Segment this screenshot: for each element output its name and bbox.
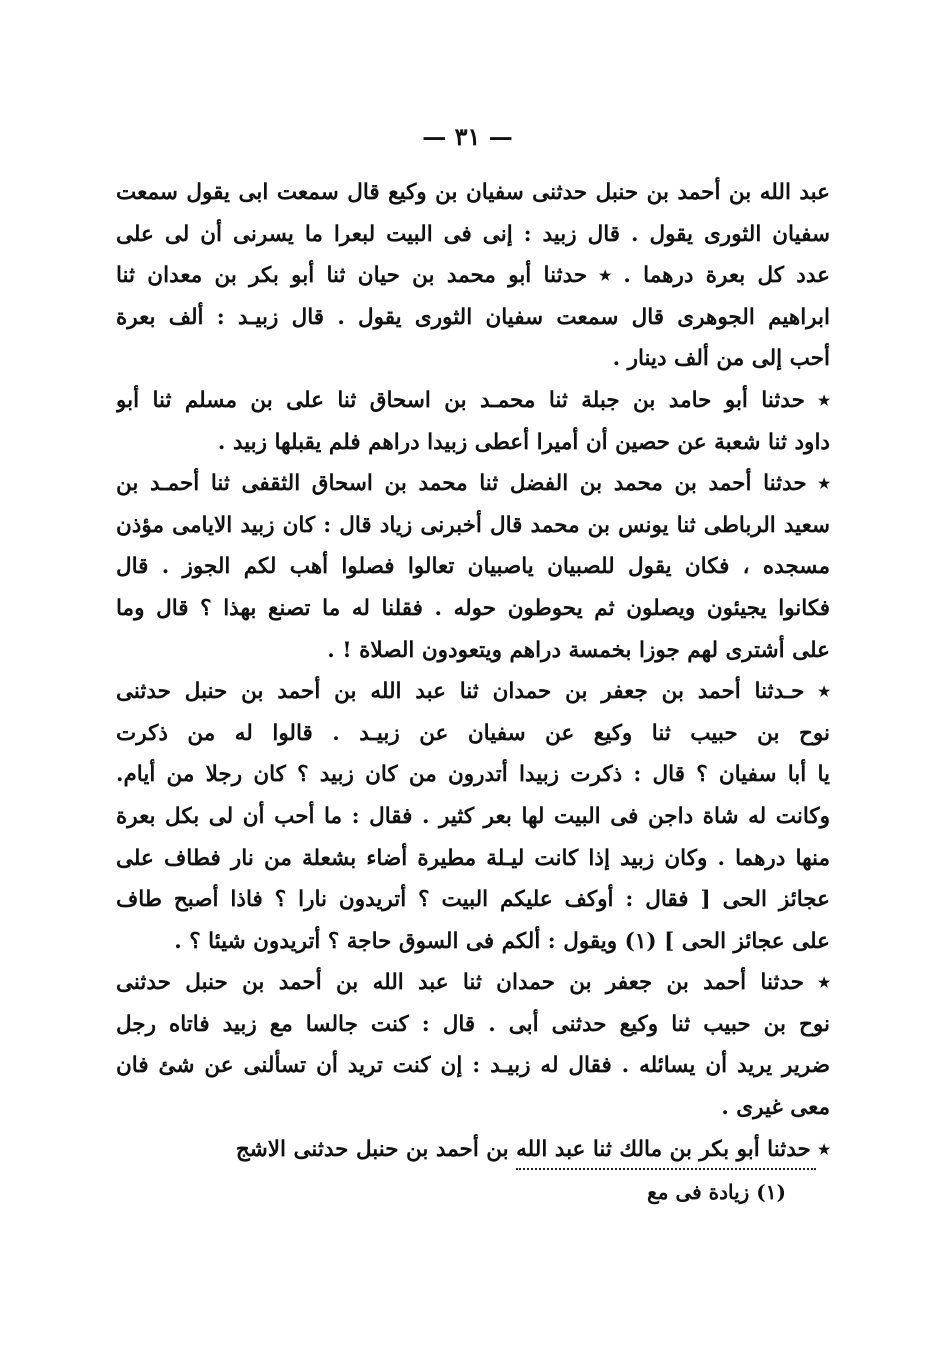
text-line: عدد كل بعرة درهما . ٭ حدثنا أبو محمد بن حيان ثنا أبو بكر بن معدان ثنا	[116, 263, 830, 289]
text-line: عبد الله بن أحمد بن حنبل حدثنى سفيان بن وكيع قال سمعت ابى يقول سمعت	[116, 180, 830, 205]
paragraph	[116, 962, 830, 1128]
text-line: مسجده ، فكان يقول للصبيان ياصبيان تعالوا فصلوا أهب لكم الجوز . قال	[116, 554, 830, 580]
text-line: ٭ حدثنا أبو بكر بن مالك ثنا عبد الله بن أحمد بن حنبل حدثنى الاشج	[235, 1136, 830, 1162]
text-line: على أشترى لهم جوزا بخمسة دراهم ويتعودون الصلاة ! .	[327, 637, 830, 663]
text-line: داود ثنا شعبة عن حصين أن أميرا أعطى زبيدا دراهم فلم يقبلها زبيد .	[217, 429, 830, 455]
footnote-divider	[516, 1168, 816, 1170]
paragraph	[116, 463, 830, 671]
text-line: سفيان الثورى يقول . قال زبيد : إنى فى البيت لبعرا ما يسرنى أن لى على	[116, 221, 830, 247]
text-line: فكانوا يجيئون ويصلون ثم يحوطون حوله . فقلنا له ما تصنع بهذا ؟ قال وما	[116, 595, 830, 621]
page-number: — ٣١ —	[422, 122, 513, 151]
text-line: نوح بن حبيب ثنا وكيع عن سفيان عن زبيـد . قالوا له من ذكرت	[116, 720, 830, 746]
text-line: عجائز الحى [ فقال : أوكف عليكم البيت ؟ أتريدون نارا ؟ فاذا أصبح طاف	[116, 887, 830, 913]
text-line: أحب إلى من ألف دينار .	[612, 346, 830, 372]
paragraph	[116, 172, 830, 380]
text-line: ٭ حدثنا أبو حامد بن جبلة ثنا محمـد بن اسحاق ثنا على بن مسلم ثنا أبو	[116, 387, 830, 413]
text-line: ضرير يريد أن يسائله . فقال له زبيـد : إن كنت تريد أن تسألنى عن شئ فان	[116, 1053, 830, 1079]
text-line: وكانت له شاة داجن فى البيت لها بعر كثير . فقال : ما أحب أن لى بكل بعرة	[116, 803, 830, 829]
text-line: يا أبا سفيان ؟ قال : ذكرت زبيدا أتدرون من كان زبيد ؟ كان رجلا من أيام.	[116, 762, 830, 788]
text-line: ٭ حدثنا أحمد بن محمد بن الفضل ثنا محمد بن اسحاق الثقفى ثنا أحمـد بن	[116, 471, 830, 497]
paragraph	[116, 1129, 830, 1171]
text-line: معى غيرى .	[721, 1095, 830, 1121]
paragraph	[116, 380, 830, 463]
text-line: سعيد الرباطى ثنا يونس بن محمد قال أخبرنى زياد قال : كان زبيد الايامى مؤذن	[116, 512, 830, 538]
text-line: ٭ حـدثنا أحمد بن جعفر بن حمدان ثنا عبد الله بن أحمد بن حنبل حدثنى	[116, 679, 830, 705]
text-line: ٭ حدثنا أحمد بن جعفر بن حمدان ثنا عبد الله بن أحمد بن حنبل حدثنى	[116, 970, 830, 996]
text-line: منها درهما . وكان زبيد إذا كانت ليـلة مطيرة أضاء بشعلة من نار فطاف على	[116, 845, 830, 871]
paragraph	[116, 671, 830, 962]
text-line: ابراهيم الجوهرى قال سمعت سفيان الثورى يقول . قال زبيـد : ألف بعرة	[116, 304, 830, 330]
footnote: (١) زيادة فى مع	[647, 1180, 786, 1204]
text-line: على عجائز الحى ] (١) ويقول : ألكم فى السوق حاجة ؟ أتريدون شيئا ؟ .	[174, 928, 830, 954]
main-text	[116, 172, 830, 1170]
text-line: نوح بن حبيب ثنا وكيع حدثنى أبى . قال : كنت جالسا مع زبيد فاتاه رجل	[116, 1011, 830, 1037]
